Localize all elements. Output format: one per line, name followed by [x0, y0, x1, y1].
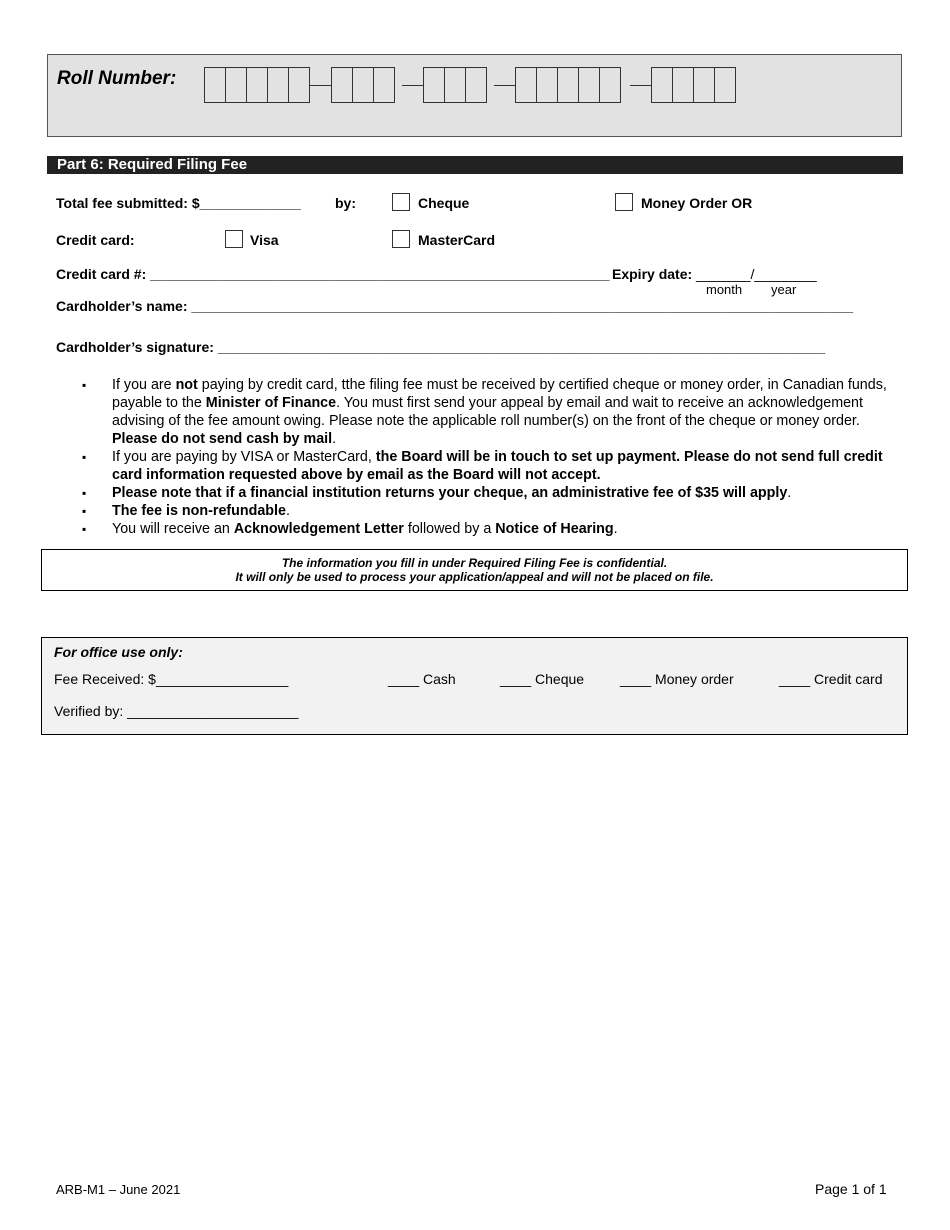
roll-number-digit-field[interactable]	[672, 67, 694, 103]
roll-number-digit-field[interactable]	[331, 67, 353, 103]
credit-card-label: Credit card:	[56, 232, 135, 248]
roll-number-separator	[630, 85, 652, 86]
roll-number-group	[332, 67, 395, 103]
roll-number-digit-field[interactable]	[536, 67, 558, 103]
verified-by-field[interactable]: Verified by: ______________________	[54, 703, 299, 719]
expiry-date-label: Expiry date:	[612, 266, 697, 282]
roll-number-group	[424, 67, 487, 103]
roll-number-digit-field[interactable]	[444, 67, 466, 103]
confidentiality-line-1: The information you fill in under Required Filing Fee is confidential.	[281, 556, 668, 570]
cardholder-signature-field[interactable]: Cardholder’s signature: ______________________________________________________________________________	[56, 339, 826, 355]
confidentiality-line-2: It will only be used to process your application/appeal and will not be placed on file.	[235, 570, 714, 584]
payment-note-item: ▪ If you are not paying by credit card, tthe filing fee must be received by certified cheque or money order, in Canadian funds, payable to the Minister of Finance. You must first send your appeal by email and wait to receive an acknowledgement advising of the fee amount owing. Please note the applicable roll number(s) on the front of the cheque or money order. Please do not send cash by mail.	[82, 376, 900, 448]
mastercard-checkbox[interactable]	[392, 230, 410, 248]
payment-note-item: ▪ If you are paying by VISA or MasterCard, the Board will be in touch to set up payment. Please do not send full credit card information requested above by email as the Board will not accept.	[82, 448, 900, 484]
expiry-year-label: year	[771, 282, 797, 297]
expiry-month-label: month	[706, 282, 743, 297]
office-cash-field[interactable]: ____ Cash	[388, 671, 456, 687]
office-money-order-field[interactable]: ____ Money order	[620, 671, 734, 687]
roll-number-label: Roll Number:	[57, 68, 177, 89]
fee-received-field[interactable]: Fee Received: $_________________	[54, 671, 289, 687]
payment-note-item: ▪ You will receive an Acknowledgement Letter followed by a Notice of Hearing.	[82, 520, 900, 538]
roll-number-digit-field[interactable]	[423, 67, 445, 103]
cheque-label: Cheque	[418, 195, 470, 211]
payment-notes-list	[82, 376, 900, 538]
visa-label: Visa	[250, 232, 279, 248]
mastercard-label: MasterCard	[418, 232, 496, 248]
roll-number-digit-field[interactable]	[204, 67, 226, 103]
confidentiality-notice	[41, 549, 908, 591]
payment-note-item: ▪ Please note that if a financial institution returns your cheque, an administrative fee of $35 will apply.	[82, 484, 900, 502]
roll-number-separator	[402, 85, 424, 86]
roll-number-group	[205, 67, 310, 103]
expiry-date-blanks: _______/________	[696, 266, 817, 282]
by-label: by:	[335, 195, 356, 211]
roll-number-digit-field[interactable]	[267, 67, 289, 103]
roll-number-digit-field[interactable]	[599, 67, 621, 103]
roll-number-digit-field[interactable]	[557, 67, 579, 103]
cardholder-name-field[interactable]: Cardholder’s name: _____________________________________________________________________________________	[56, 298, 854, 314]
roll-number-digit-field[interactable]	[246, 67, 268, 103]
roll-number-group	[516, 67, 621, 103]
money-order-checkbox[interactable]	[615, 193, 633, 211]
roll-number-digit-field[interactable]	[578, 67, 600, 103]
money-order-label: Money Order OR	[641, 195, 753, 211]
payment-note-item: ▪ The fee is non-refundable.	[82, 502, 900, 520]
office-credit-card-field[interactable]: ____ Credit card	[779, 671, 883, 687]
roll-number-digit-field[interactable]	[515, 67, 537, 103]
roll-number-digit-field[interactable]	[651, 67, 673, 103]
roll-number-digit-field[interactable]	[373, 67, 395, 103]
form-id: ARB-M1 – June 2021	[56, 1182, 181, 1197]
part-6-header: Part 6: Required Filing Fee	[47, 156, 903, 174]
cheque-checkbox[interactable]	[392, 193, 410, 211]
visa-checkbox[interactable]	[225, 230, 243, 248]
page-number: Page 1 of 1	[815, 1181, 887, 1197]
roll-number-digit-field[interactable]	[352, 67, 374, 103]
roll-number-digit-field[interactable]	[288, 67, 310, 103]
roll-number-digit-field[interactable]	[225, 67, 247, 103]
roll-number-separator	[494, 85, 516, 86]
roll-number-digit-field[interactable]	[465, 67, 487, 103]
total-fee-field[interactable]: Total fee submitted: $_____________	[56, 195, 301, 211]
roll-number-digit-field[interactable]	[693, 67, 715, 103]
roll-number-digit-field[interactable]	[714, 67, 736, 103]
office-cheque-field[interactable]: ____ Cheque	[500, 671, 585, 687]
roll-number-separator	[310, 85, 332, 86]
credit-card-number-field[interactable]: Credit card #: ___________________________________________________________	[56, 266, 610, 282]
office-use-title: For office use only:	[54, 644, 183, 660]
roll-number-group	[652, 67, 736, 103]
